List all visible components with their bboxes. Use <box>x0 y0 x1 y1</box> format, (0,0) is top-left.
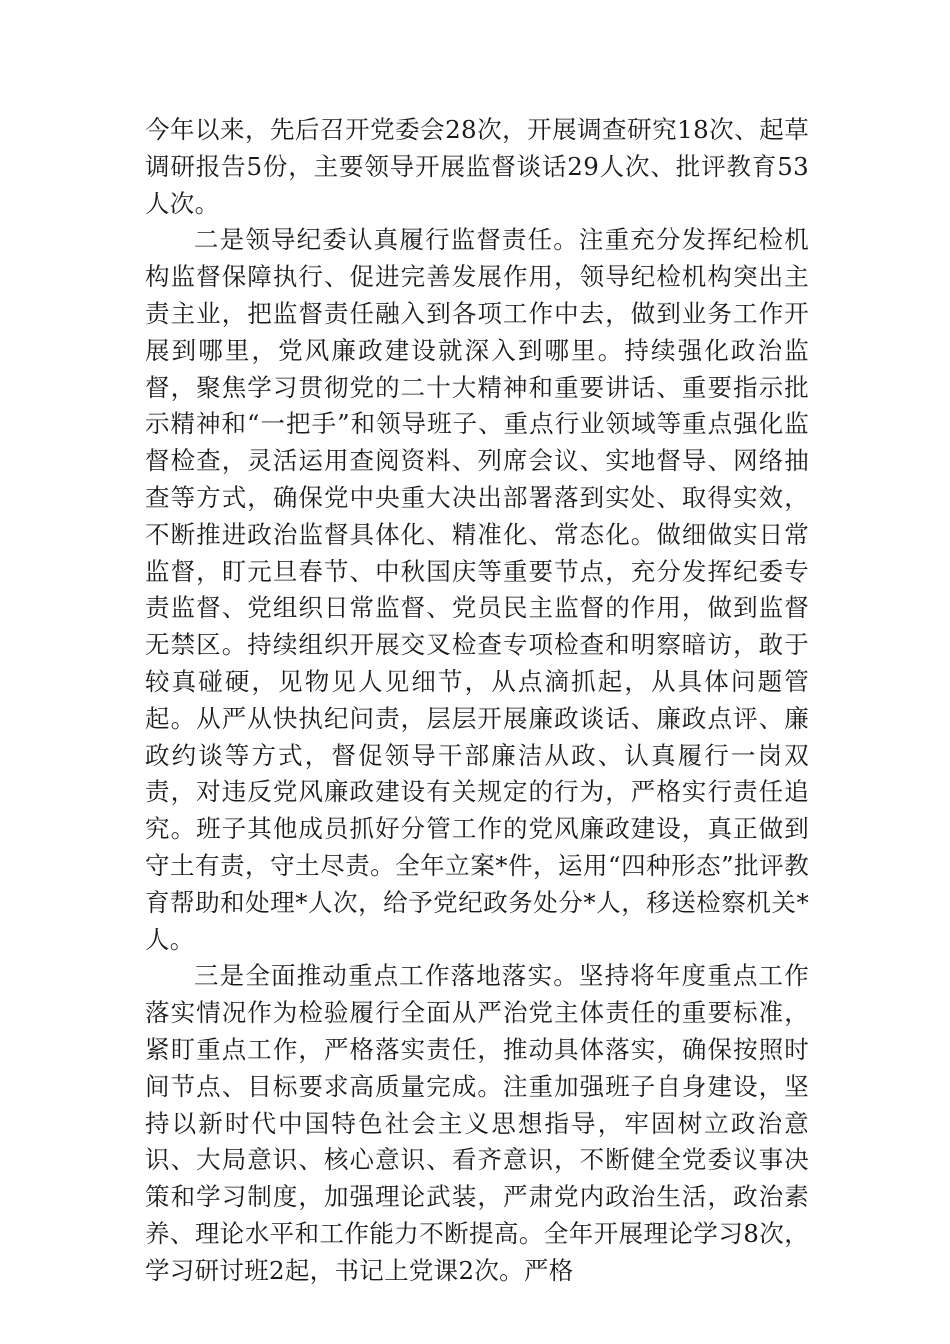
paragraph-supervision-duty: 二是领导纪委认真履行监督责任。注重充分发挥纪检机构监督保障执行、促进完善发展作用，领导纪检机构突出主责主业，把监督责任融入到各项工作中去，做到业务工作开展到哪里，党风廉政建设就深入到哪里。持续强化政治监督，聚焦学习贯彻党的二十大精神和重要讲话、重要指示批示精神和“一把手”和领导班子、重点行业领域等重点强化监督检查，灵活运用查阅资料、列席会议、实地督导、网络抽查等方式，确保党中央重大决出部署落到实处、取得实效，不断推进政治监督具体化、精准化、常态化。做细做实日常监督，盯元旦春节、中秋国庆等重要节点，充分发挥纪委专责监督、党组织日常监督、党员民主监督的作用，做到监督无禁区。持续组织开展交叉检查专项检查和明察暗访，敢于较真碰硬，见物见人见细节，从点滴抓起，从具体问题管起。从严从快执纪问责，层层开展廉政谈话、廉政点评、廉政约谈等方式，督促领导干部廉洁从政、认真履行一岗双责，对违反党风廉政建设有关规定的行为，严格实行责任追究。班子其他成员抓好分管工作的党风廉政建设，真正做到守土有责，守土尽责。全年立案*件，运用“四种形态”批评教育帮助和处理*人次，给予党纪政务处分*人，移送检察机关*人。 <box>145 225 809 954</box>
body-text <box>145 112 809 1290</box>
paragraph-continuation: 今年以来，先后召开党委会28次，开展调查研究18次、起草调研报告5份，主要领导开展监督谈话29人次、批评教育53人次。 <box>145 115 809 218</box>
paragraph-key-work: 三是全面推动重点工作落地落实。坚持将年度重点工作落实情况作为检验履行全面从严治党主体责任的重要标准，紧盯重点工作，严格落实责任，推动具体落实，确保按照时间节点、目标要求高质量完成。注重加强班子自身建设，坚持以新时代中国特色社会主义思想指导，牢固树立政治意识、大局意识、核心意识、看齐意识，不断健全党委议事决策和学习制度，加强理论武装，严肃党内政治生活，政治素养、理论水平和工作能力不断提高。全年开展理论学习8次，学习研讨班2起，书记上党课2次。严格 <box>145 961 809 1285</box>
